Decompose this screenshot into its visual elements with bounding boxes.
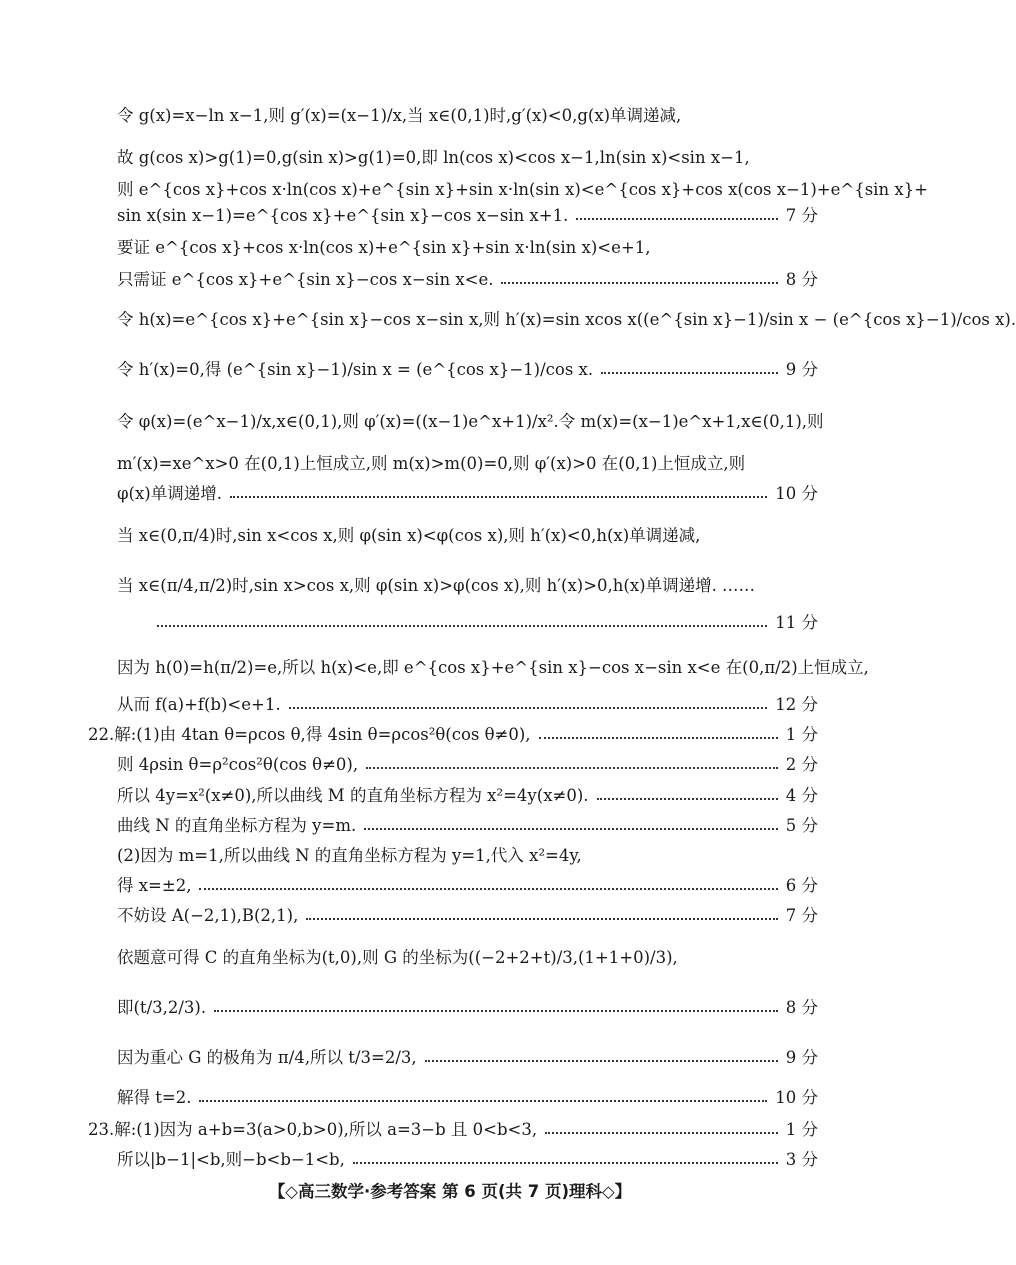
- solution-line: [88, 727, 818, 744]
- solution-line: [117, 208, 818, 225]
- score-points: 10 分: [775, 484, 818, 503]
- line-text: 即(t/3,2/3).: [117, 998, 207, 1017]
- leader-dots: [576, 218, 777, 220]
- line-text: 从而 f(a)+f(b)<e+1.: [117, 695, 281, 714]
- line-text: 当 x∈(0,π/4)时,sin x<cos x,则 φ(sin x)<φ(cos x),则 h′(x)<0,h(x)单调递减,: [117, 526, 701, 545]
- solution-line: [117, 908, 818, 925]
- leader-dots: [306, 918, 777, 920]
- line-text: 因为 h(0)=h(π/2)=e,所以 h(x)<e,即 e^{cos x}+e^{sin x}−cos x−sin x<e 在(0,π/2)上恒成立,: [117, 658, 869, 677]
- solution-line: [117, 658, 869, 677]
- score-points: 11 分: [775, 613, 818, 632]
- solution-line: [117, 150, 818, 167]
- solution-line: [117, 1090, 818, 1107]
- line-text: 不妨设 A(−2,1),B(2,1),: [117, 906, 299, 925]
- leader-dots: [425, 1060, 778, 1062]
- leader-dots: [501, 282, 777, 284]
- line-text: 要证 e^{cos x}+cos x·ln(cos x)+e^{sin x}+sin x·ln(sin x)<e+1,: [117, 238, 651, 257]
- score-points: 7 分: [785, 206, 818, 225]
- solution-line: [117, 362, 818, 379]
- line-text: m′(x)=xe^x>0 在(0,1)上恒成立,则 m(x)>m(0)=0,则 φ′(x)>0 在(0,1)上恒成立,则: [117, 454, 746, 473]
- line-text: 当 x∈(π/4,π/2)时,sin x>cos x,则 φ(sin x)>φ(cos x),则 h′(x)>0,h(x)单调递增. ……: [117, 576, 756, 595]
- leader-dots: [597, 798, 778, 800]
- solution-line: [88, 1122, 818, 1139]
- score-points: 10 分: [775, 1088, 818, 1107]
- solution-line: [117, 108, 818, 125]
- solution-line: [117, 1152, 818, 1169]
- page-footer: 【◇高三数学·参考答案 第 6 页(共 7 页)理科◇】: [268, 1182, 632, 1201]
- leader-dots: [353, 1162, 778, 1164]
- leader-dots: [230, 496, 767, 498]
- leader-dots: [214, 1010, 778, 1012]
- line-text: 23.解:(1)因为 a+b=3(a>0,b>0),所以 a=3−b 且 0<b<3,: [88, 1120, 538, 1139]
- line-text: 则 e^{cos x}+cos x·ln(cos x)+e^{sin x}+sin x·ln(sin x)<e^{cos x}+cos x(cos x−1)+e^{sin x}+: [117, 180, 928, 199]
- solution-line: [117, 615, 818, 632]
- solution-line: [117, 788, 818, 805]
- score-points: 1 分: [785, 1120, 818, 1139]
- line-text: 只需证 e^{cos x}+e^{sin x}−cos x−sin x<e.: [117, 270, 494, 289]
- line-text: 则 4ρsin θ=ρ²cos²θ(cos θ≠0),: [117, 755, 359, 774]
- solution-line: [117, 848, 818, 865]
- line-text: 得 x=±2,: [117, 876, 192, 895]
- solution-line: [117, 1000, 818, 1017]
- solution-line: [117, 272, 818, 289]
- line-text: sin x(sin x−1)=e^{cos x}+e^{sin x}−cos x−sin x+1.: [117, 206, 569, 225]
- score-points: 3 分: [785, 1150, 818, 1169]
- leader-dots: [366, 767, 778, 769]
- solution-line: [117, 697, 818, 714]
- solution-line: [117, 240, 818, 257]
- leader-dots: [364, 828, 778, 830]
- score-points: 7 分: [785, 906, 818, 925]
- leader-dots: [157, 625, 767, 627]
- score-points: 8 分: [785, 270, 818, 289]
- score-points: 12 分: [775, 695, 818, 714]
- solution-line: [117, 412, 824, 431]
- score-points: 2 分: [785, 755, 818, 774]
- solution-line: [117, 180, 928, 199]
- line-text: 故 g(cos x)>g(1)=0,g(sin x)>g(1)=0,即 ln(cos x)<cos x−1,ln(sin x)<sin x−1,: [117, 148, 750, 167]
- solution-line: [117, 310, 1016, 329]
- line-text: 解得 t=2.: [117, 1088, 192, 1107]
- line-text: 令 h′(x)=0,得 (e^{sin x}−1)/sin x = (e^{cos x}−1)/cos x.: [117, 360, 594, 379]
- line-text: 所以 4y=x²(x≠0),所以曲线 M 的直角坐标方程为 x²=4y(x≠0).: [117, 786, 589, 805]
- solution-line: [117, 528, 818, 545]
- line-text: 因为重心 G 的极角为 π/4,所以 t/3=2/3,: [117, 1048, 417, 1067]
- line-text: 22.解:(1)由 4tan θ=ρcos θ,得 4sin θ=ρcos²θ(cos θ≠0),: [88, 725, 531, 744]
- score-points: 6 分: [785, 876, 818, 895]
- solution-line: [117, 950, 818, 967]
- line-text: 令 g(x)=x−ln x−1,则 g′(x)=(x−1)/x,当 x∈(0,1)时,g′(x)<0,g(x)单调递减,: [117, 106, 682, 125]
- solution-line: [117, 1050, 818, 1067]
- leader-dots: [199, 888, 777, 890]
- score-points: 9 分: [785, 360, 818, 379]
- solution-line: [117, 818, 818, 835]
- score-points: 8 分: [785, 998, 818, 1017]
- score-points: 5 分: [785, 816, 818, 835]
- line-text: φ(x)单调递增.: [117, 484, 222, 503]
- leader-dots: [545, 1132, 778, 1134]
- line-text: 令 h(x)=e^{cos x}+e^{sin x}−cos x−sin x,则 h′(x)=sin xcos x((e^{sin x}−1)/sin x − (e^{cos x}−1)/cos x).: [117, 310, 1016, 329]
- solution-line: [117, 578, 818, 595]
- solution-line: [117, 757, 818, 774]
- solution-line: [117, 878, 818, 895]
- leader-dots: [289, 707, 768, 709]
- line-text: 令 φ(x)=(e^x−1)/x,x∈(0,1),则 φ′(x)=((x−1)e^x+1)/x².令 m(x)=(x−1)e^x+1,x∈(0,1),则: [117, 412, 824, 431]
- line-text: 依题意可得 C 的直角坐标为(t,0),则 G 的坐标为((−2+2+t)/3,(1+1+0)/3),: [117, 948, 678, 967]
- score-points: 9 分: [785, 1048, 818, 1067]
- score-points: 4 分: [785, 786, 818, 805]
- line-text: 曲线 N 的直角坐标方程为 y=m.: [117, 816, 357, 835]
- line-text: 所以|b−1|<b,则−b<b−1<b,: [117, 1150, 345, 1169]
- leader-dots: [539, 737, 778, 739]
- solution-line: [117, 486, 818, 503]
- leader-dots: [601, 372, 778, 374]
- leader-dots: [199, 1100, 767, 1102]
- line-text: (2)因为 m=1,所以曲线 N 的直角坐标方程为 y=1,代入 x²=4y,: [117, 846, 582, 865]
- solution-line: [117, 456, 818, 473]
- score-points: 1 分: [785, 725, 818, 744]
